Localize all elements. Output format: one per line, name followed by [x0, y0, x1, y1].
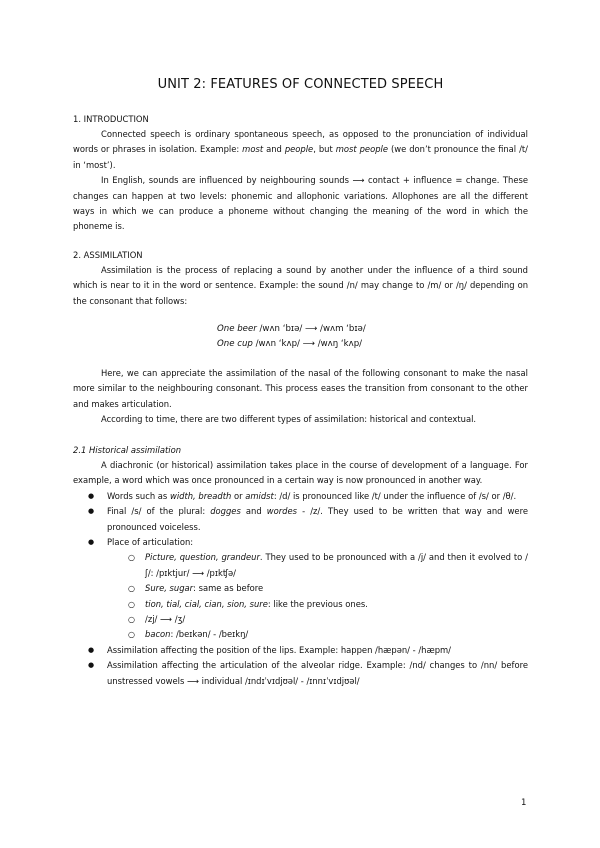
list-item: ● Final /s/ of the plural: dogges and wordes - /z/. They used to be written that way and were pronounced voiceless. [73, 504, 528, 535]
list-item: ● Assimilation affecting the position of the lips. Example: happen /hæpən/ - /hæpm/ [73, 643, 528, 658]
section-heading: 2. ASSIMILATION [73, 250, 143, 260]
section-heading: 1. INTRODUCTION [73, 114, 149, 124]
list-item: ● Assimilation affecting the articulation of the alveolar ridge. Example: /nd/ changes to /nn/ before unstressed vowels ⟶ individual /ɪndɪˈvɪdjʊəl/ - /ɪnnɪˈvɪdjʊəl/ [73, 658, 528, 689]
list-item: ● Place of articulation: ○ Picture, question, grandeur. They used to be pronounced with a /j/ and then it evolved to /ʃ/: /pɪktjur/ ⟶ /pɪkʧə/ ○ Sure, sugar: same as before ○ tion, tial, cial, cian, sion, sure: like the previous ones. ○ /zj/ ⟶ /ʒ/ ○ bacon: /beɪkən/ - /beɪkŋ/ [73, 535, 528, 643]
paragraph: Connected speech is ordinary spontaneous speech, as opposed to the pronunciation of individual words or phrases in isolation. Example: most and people, but most people (we don’t pronounce the final /t/ in ‘most’). [73, 129, 529, 170]
page-number: 1 [521, 798, 527, 808]
sub-list-item: ○ tion, tial, cial, cian, sion, sure: like the previous ones. [73, 597, 528, 612]
sub-list-item: ○ /zj/ ⟶ /ʒ/ [73, 612, 528, 627]
section-introduction [73, 112, 528, 235]
subsection-heading: 2.1 Historical assimilation [73, 445, 182, 455]
example-line: One beer /wʌn ‘bɪə/ ⟶ /wʌm ‘bɪə/ [217, 324, 366, 334]
paragraph: In English, sounds are influenced by neighbouring sounds ⟶ contact + influence = change. These changes can happen at two levels: phonemic and allophonic variations. Allophones are all the different ways in which we can produce a phoneme without changing the meaning of the word in which the phoneme is. [73, 175, 528, 232]
assimilation-continued [73, 366, 528, 428]
page-title: UNIT 2: FEATURES OF CONNECTED SPEECH [157, 77, 444, 92]
paragraph: Here, we can appreciate the assimilation of the nasal of the following consonant to make the nasal more similar to the neighbouring consonant. This process eases the transition from consonant to the other and makes articulation. [73, 368, 528, 409]
paragraph: Assimilation is the process of replacing a sound by another under the influence of a third sound which is near to it in the word or sentence. Example: the sound /n/ may change to /m/ or /ŋ/ depending on the consonant that follows: [73, 265, 528, 306]
bullet-list [73, 489, 528, 689]
sub-list-item: ○ bacon: /beɪkən/ - /beɪkŋ/ [73, 627, 528, 642]
sub-list [73, 550, 528, 642]
section-assimilation [73, 248, 528, 309]
sub-list-item: ○ Picture, question, grandeur. They used to be pronounced with a /j/ and then it evolved to /ʃ/: /pɪktjur/ ⟶ /pɪkʧə/ [73, 550, 528, 581]
list-item: ● Words such as width, breadth or amidst: /d/ is pronounced like /t/ under the influence of /s/ or /θ/. [73, 489, 528, 504]
paragraph: According to time, there are two different types of assimilation: historical and contextual. [101, 414, 477, 425]
section-historical-assimilation [73, 443, 528, 689]
paragraph: A diachronic (or historical) assimilation takes place in the course of development of a language. For example, a word which was once pronounced in a certain way is now pronounced in another way. [73, 460, 528, 486]
sub-list-item: ○ Sure, sugar: same as before [73, 581, 528, 596]
example-line: One cup /wʌn ‘kʌp/ ⟶ /wʌŋ ‘kʌp/ [217, 339, 363, 349]
